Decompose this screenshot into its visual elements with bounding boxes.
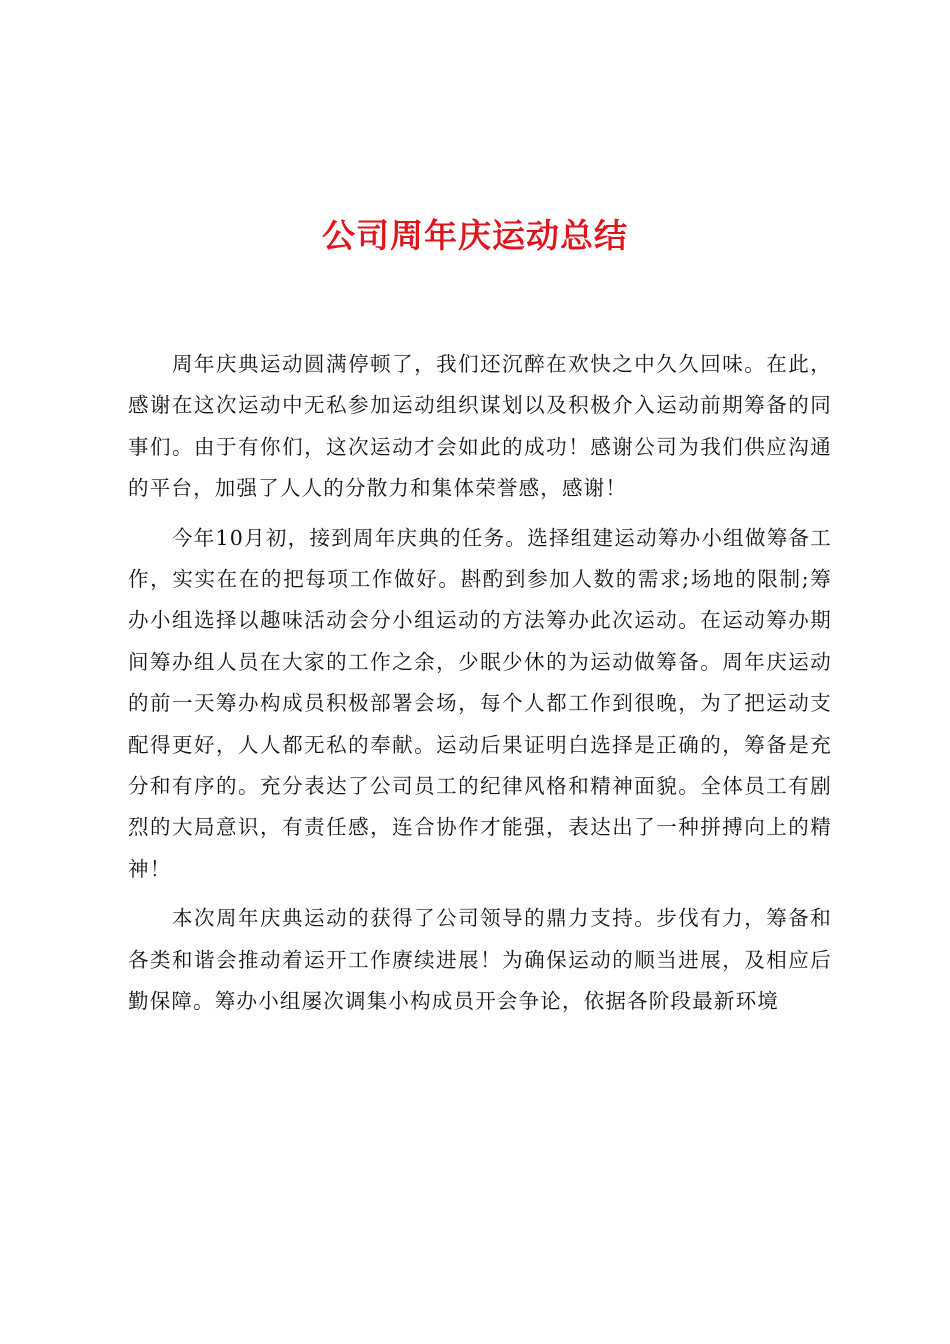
- paragraph: 周年庆典运动圆满停顿了，我们还沉醉在欢快之中久久回味。在此，感谢在这次运动中无私参加运动组织谋划以及积极介入运动前期筹备的同事们。由于有你们，这次运动才会如此的成功！感谢公司为我们供应沟通的平台，加强了人人的分散力和集体荣誉感，感谢！: [128, 352, 832, 501]
- document-body: [128, 344, 832, 1031]
- document-title: 公司周年庆运动总结: [322, 216, 628, 255]
- paragraph: 本次周年庆典运动的获得了公司领导的鼎力支持。步伐有力，筹备和各类和谐会推动着运开工作赓续进展！为确保运动的顺当进展，及相应后勤保障。筹办小组屡次调集小构成员开会争论，依据各阶段最新环境: [128, 906, 832, 1014]
- paragraph: 今年10月初，接到周年庆典的任务。选择组建运动筹办小组做筹备工作，实实在在的把每项工作做好。斟酌到参加人数的需求;场地的限制;筹办小组选择以趣味活动会分小组运动的方法筹办此次运动。在运动筹办期间筹办组人员在大家的工作之余，少眠少休的为运动做筹备。周年庆运动的前一天筹办构成员积极部署会场，每个人都工作到很晚，为了把运动支配得更好，人人都无私的奉献。运动后果证明白选择是正确的，筹备是充分和有序的。充分表达了公司员工的纪律风格和精神面貌。全体员工有剧烈的大局意识，有责任感，连合协作才能强，表达出了一种拼搏向上的精神！: [128, 525, 832, 881]
